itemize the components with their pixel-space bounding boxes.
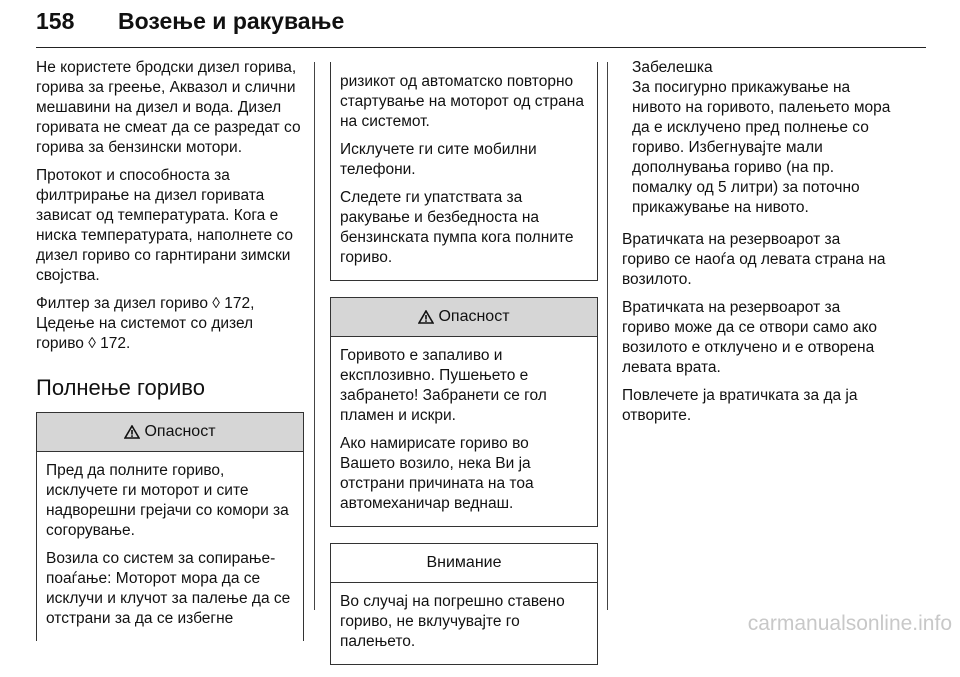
danger-box	[36, 412, 304, 641]
danger-box-title: Опасност	[438, 308, 510, 325]
cross-reference-paragraph: Филтер за дизел гориво ◊ 172, Цедење на системот со дизел гориво ◊ 172.	[36, 295, 255, 352]
reference-arrow-icon: ◊	[212, 295, 220, 312]
column-2	[330, 62, 598, 677]
caution-box	[330, 543, 598, 665]
danger-box-header	[37, 413, 303, 452]
paragraph: Следете ги упатствата за ракување и безбедноста на бензинската пумпа кога полните гориво.	[340, 189, 574, 266]
paragraph: Исклучете ги сите мобилни телефони.	[340, 141, 537, 178]
danger-box-body	[331, 337, 597, 526]
note-block	[622, 58, 892, 218]
column-3	[622, 58, 892, 434]
column-1	[36, 58, 304, 653]
paragraph: Повлечете ја вратичката за да ја отворите.	[622, 387, 858, 424]
caution-box-body	[331, 583, 597, 664]
page-header	[36, 4, 926, 44]
paragraph: Во случај на погрешно ставено гориво, не вклучувајте го палењето.	[340, 593, 565, 650]
danger-box	[330, 297, 598, 527]
paragraph: Возила со систем за сопирање-поаѓање: Моторот мора да се исклучи и клучот за палење да се отстрани за да се избегне	[46, 550, 291, 627]
warning-triangle-icon	[418, 310, 434, 324]
paragraph: Не користете бродски дизел горива, горива за греење, Аквазол и слични мешавини на дизел и вода. Дизел горивата не смеат да се разредат со горива за бензински мотори.	[36, 59, 301, 156]
paragraph: Пред да полните гориво, исклучете ги моторот и сите надворешни грејачи со комори за согорување.	[46, 462, 289, 539]
page-reference-link[interactable]: ◊ 172,	[212, 295, 255, 312]
column-divider-2	[607, 62, 608, 610]
page-reference-link[interactable]: ◊ 172.	[88, 335, 131, 352]
warning-triangle-icon	[124, 425, 140, 439]
danger-box-title: Опасност	[144, 423, 216, 440]
paragraph: Ако намирисате гориво во Вашето возило, нека Ви ја отстрани причината на тоа автомеханичар веднаш.	[340, 435, 534, 512]
note-title: Забелешка	[632, 59, 713, 76]
header-rule	[36, 47, 926, 48]
caution-box-title: Внимание	[426, 554, 502, 571]
chapter-title: Возење и ракување	[118, 8, 345, 34]
watermark: carmanualsonline.info	[747, 612, 952, 635]
danger-box-continued	[330, 62, 598, 281]
section-heading: Полнење гориво	[36, 375, 205, 400]
paragraph: Вратичката на резервоарот за гориво се наоѓа од левата страна на возилото.	[622, 231, 886, 288]
danger-box-header	[331, 298, 597, 337]
danger-box-body	[331, 62, 597, 280]
danger-box-body	[37, 452, 303, 641]
page-number: 158	[36, 8, 75, 34]
paragraph: Горивото е запаливо и експлозивно. Пушењето е забрането! Забранети се гол пламен и искри.	[340, 347, 547, 424]
reference-arrow-icon: ◊	[88, 335, 96, 352]
paragraph: Протокот и способноста за филтрирање на дизел горивата зависат од температурата. Кога е ниска температурата, наполнете со дизел гориво со гарнтирани зимски својства.	[36, 167, 293, 284]
paragraph: Вратичката на резервоарот за гориво може да се отвори само ако возилото е отклучено и е отворена левата врата.	[622, 299, 878, 376]
note-body: За посигурно прикажување на нивото на горивото, палењето мора да е исклучено пред полнење со гориво. Избегнувајте мали дополнувања гориво (на пр. помалку од 5 литри) за поточно прикажување на нивото.	[632, 79, 891, 216]
caution-box-header	[331, 544, 597, 583]
column-divider-1	[314, 62, 315, 610]
paragraph: ризикот од автоматско повторно стартување на моторот од страна на системот.	[340, 73, 584, 130]
